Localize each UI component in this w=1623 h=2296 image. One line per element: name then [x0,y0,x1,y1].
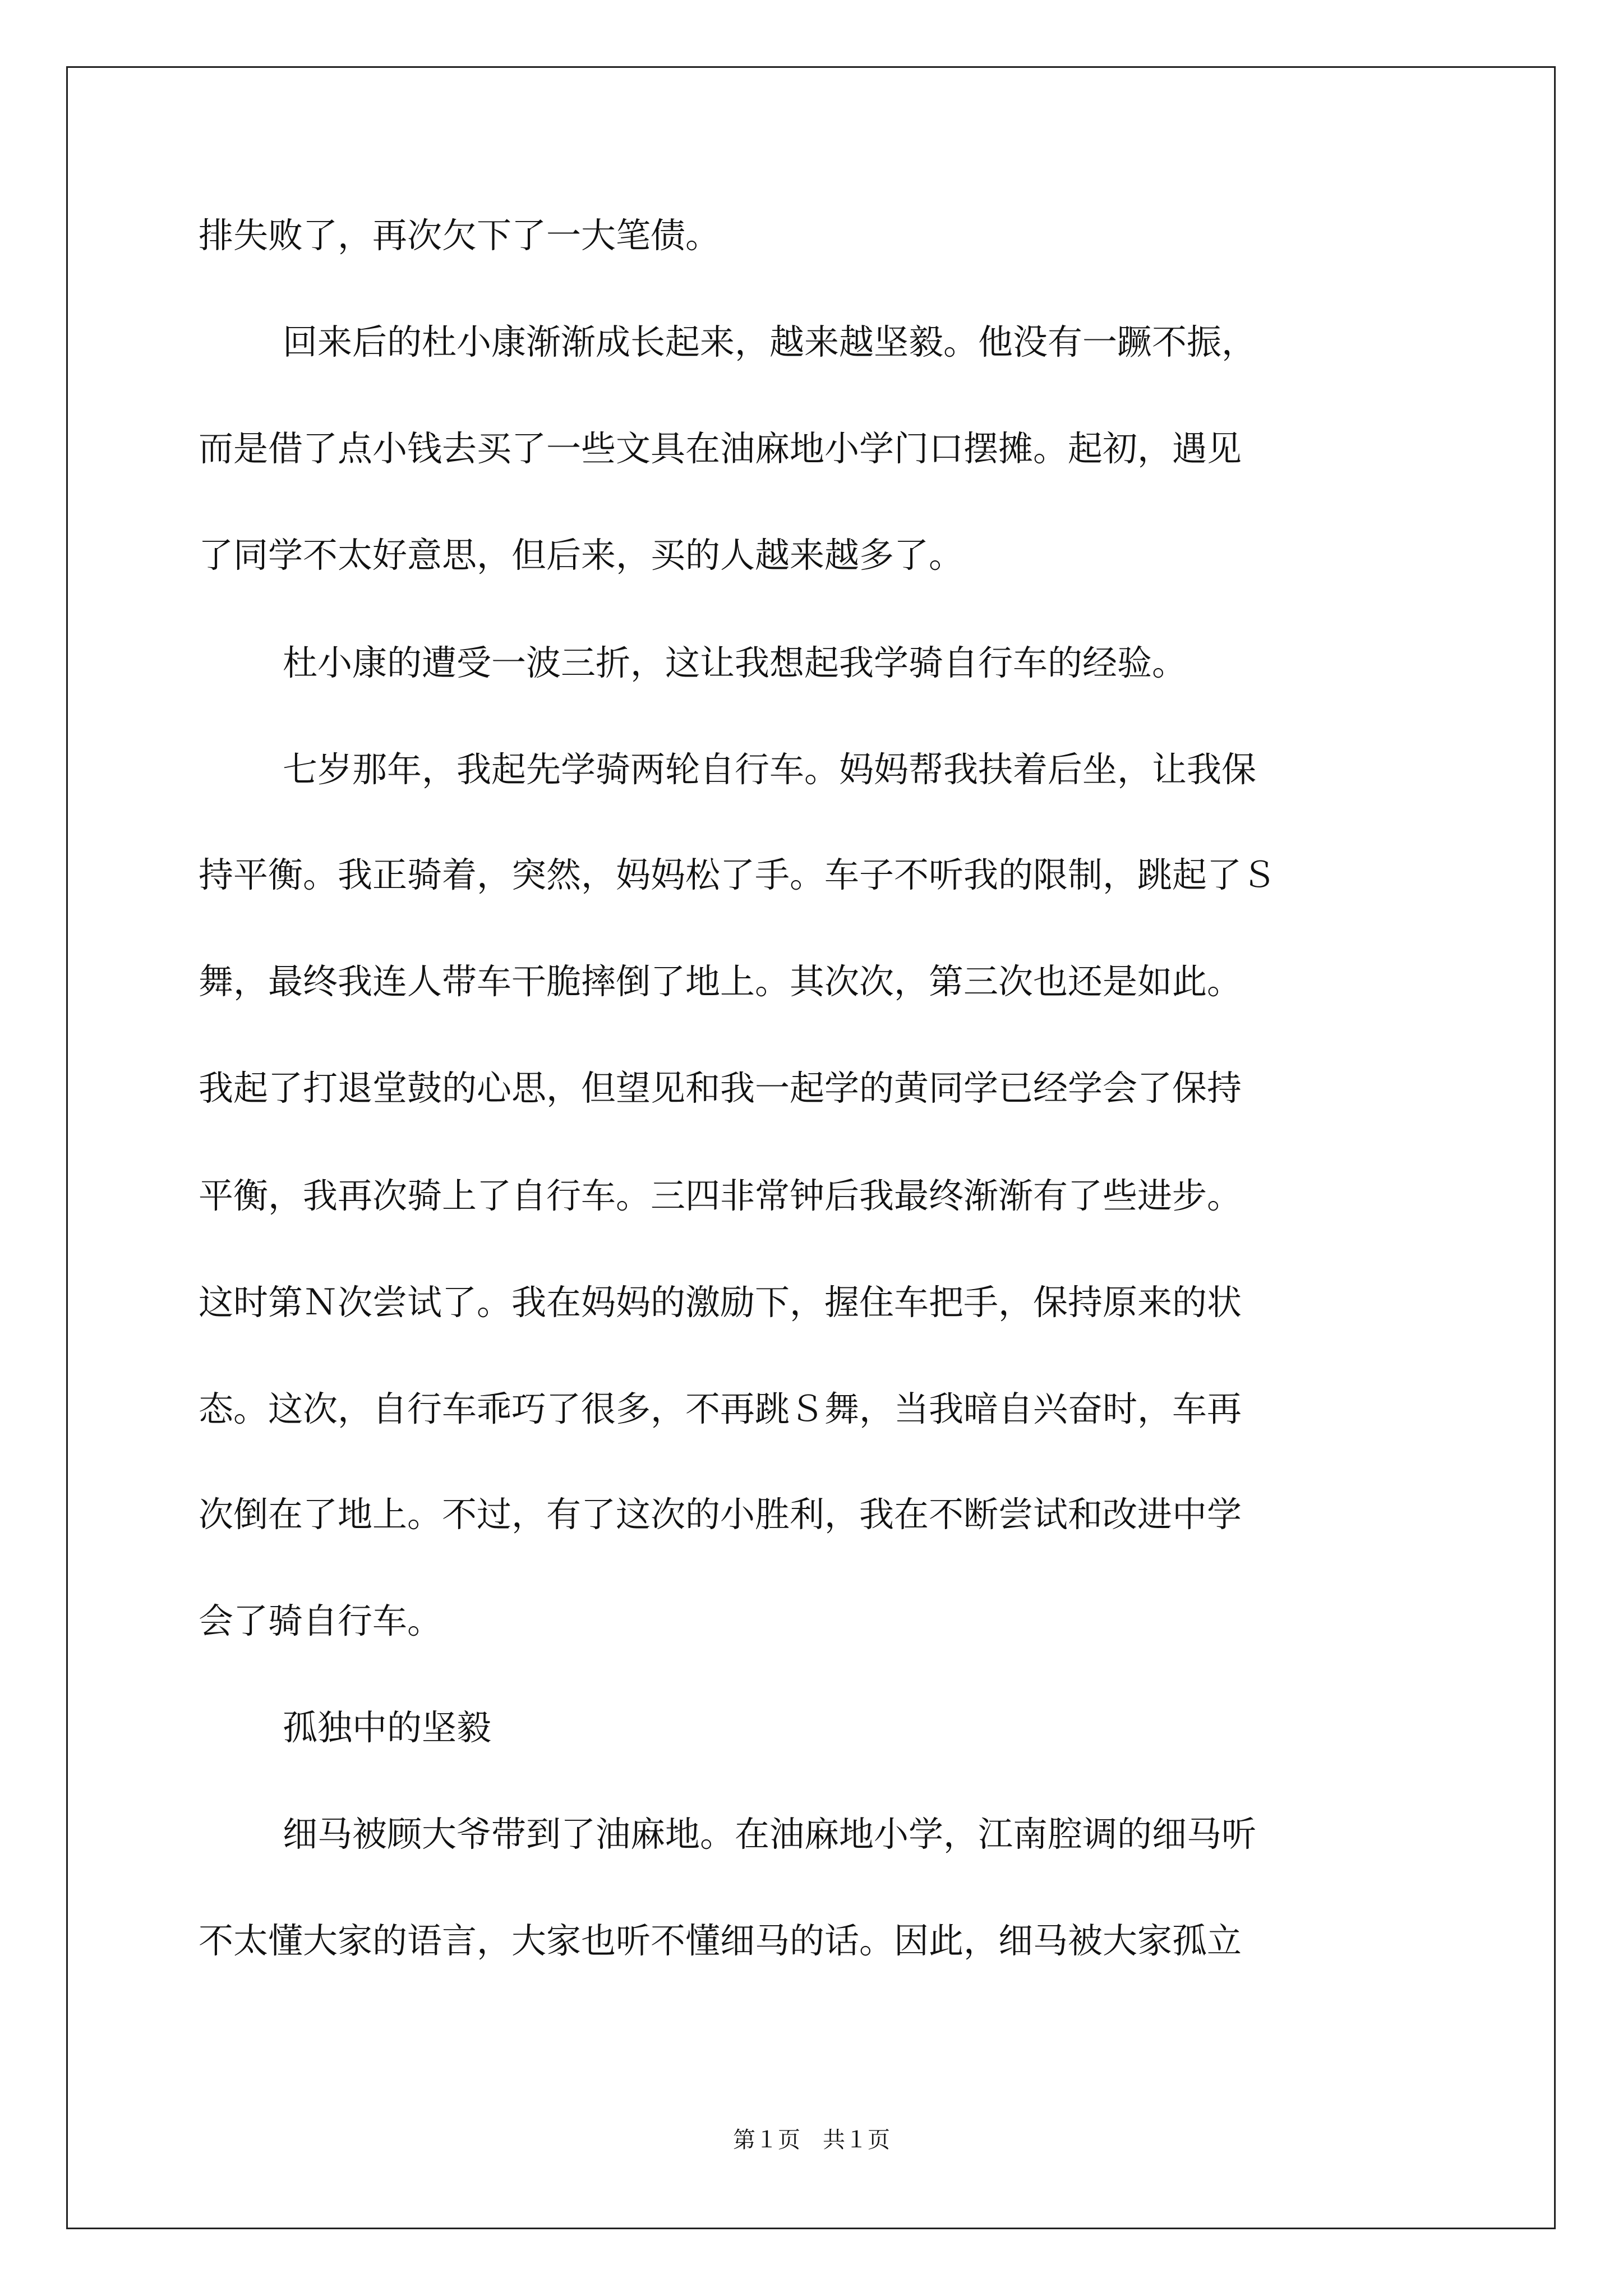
text-line: 平衡，我再次骑上了自行车。三四非常钟后我最终渐渐有了些进步。 [199,1175,1242,1216]
text-line: 次倒在了地上。不过，有了这次的小胜利，我在不断尝试和改进中学 [199,1494,1242,1535]
text-line: 持平衡。我正骑着，突然，妈妈松了手。车子不听我的限制，跳起了Ｓ [199,854,1277,895]
text-line: 会了骑自行车。 [199,1600,442,1641]
section-heading: 孤独中的坚毅 [283,1707,492,1748]
text-line: 不太懂大家的语言，大家也听不懂细马的话。因此，细马被大家孤立 [199,1920,1242,1961]
text-line: 舞，最终我连人带车干脆摔倒了地上。其次次，第三次也还是如此。 [199,961,1242,1002]
text-line: 我起了打退堂鼓的心思，但望见和我一起学的黄同学已经学会了保持 [199,1068,1242,1108]
text-line: 排失败了，再次欠下了一大笔债。 [199,215,721,256]
text-line: 态。这次，自行车乖巧了很多，不再跳Ｓ舞，当我暗自兴奋时，车再 [199,1388,1242,1429]
page-border [66,66,1556,2229]
text-line: 细马被顾大爷带到了油麻地。在油麻地小学，江南腔调的细马听 [283,1814,1257,1855]
text-line: 回来后的杜小康渐渐成长起来，越来越坚毅。他没有一蹶不振， [283,321,1257,362]
text-line: 了同学不太好意思，但后来，买的人越来越多了。 [199,535,964,576]
text-line: 而是借了点小钱去买了一些文具在油麻地小学门口摆摊。起初，遇见 [199,428,1242,469]
text-line: 七岁那年，我起先学骑两轮自行车。妈妈帮我扶着后坐，让我保 [283,749,1257,790]
text-line: 杜小康的遭受一波三折，这让我想起我学骑自行车的经验。 [283,642,1187,683]
text-line: 这时第Ｎ次尝试了。我在妈妈的激励下，握住车把手，保持原来的状 [199,1282,1242,1323]
page-number-footer: 第１页 共１页 [733,2127,890,2153]
